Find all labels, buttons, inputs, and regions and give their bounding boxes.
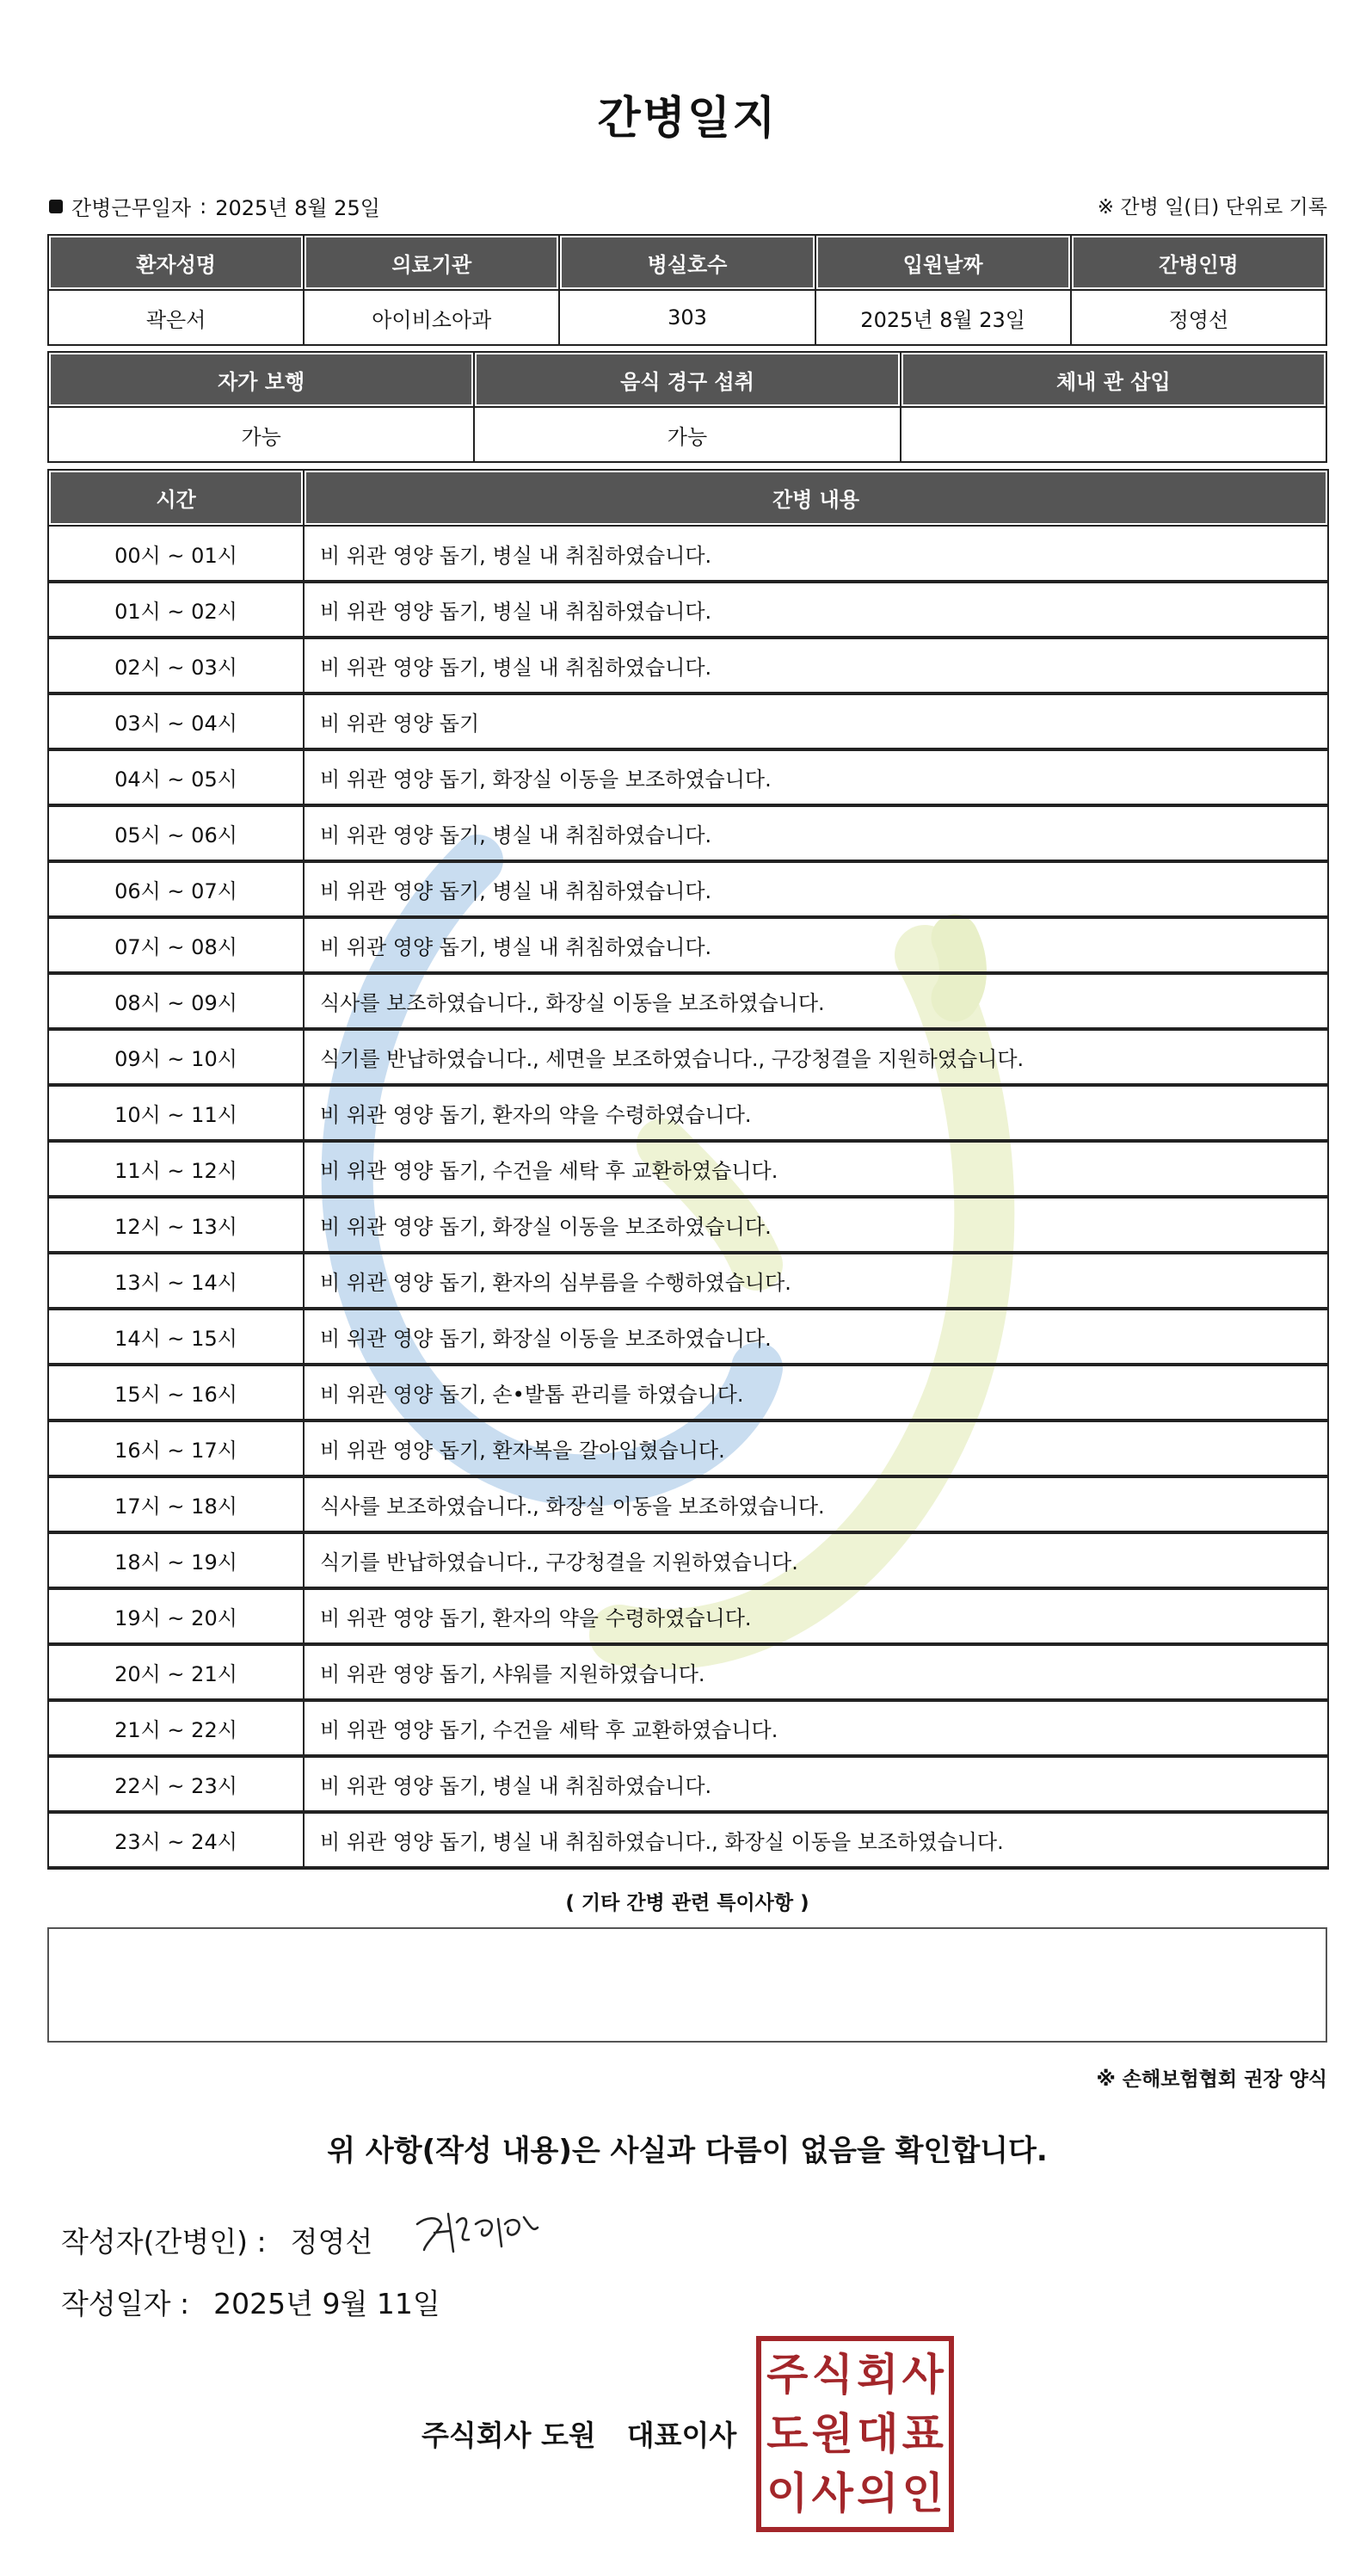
log-time-cell: 23시 ~ 24시: [48, 1812, 304, 1868]
caregiver-name: 정영선: [1071, 290, 1326, 345]
seal-char: 도: [766, 2408, 809, 2459]
special-notes-title: ( 기타 간병 관련 특이사항 ): [565, 1892, 809, 1914]
header-self-walking: 자가 보행: [48, 352, 474, 407]
log-row: [48, 1756, 1328, 1812]
log-content-cell: 비 위관 영양 돕기, 병실 내 취침하였습니다., 화장실 이동을 보조하였습니다.: [304, 1812, 1328, 1868]
log-content-cell: 비 위관 영양 돕기, 병실 내 취침하였습니다.: [304, 805, 1328, 861]
company-name: 주식회사 도원: [421, 2419, 596, 2452]
log-row: [48, 973, 1328, 1029]
log-row: [48, 526, 1328, 582]
seal-char: 주: [766, 2349, 809, 2400]
log-time-cell: 05시 ~ 06시: [48, 805, 304, 861]
log-content-cell: 비 위관 영양 돕기, 병실 내 취침하였습니다.: [304, 1756, 1328, 1812]
log-content-cell: 식사를 보조하였습니다., 화장실 이동을 보조하였습니다.: [304, 1476, 1328, 1532]
work-date-value: 2025년 8월 25일: [215, 196, 380, 220]
seal-char: 원: [811, 2408, 853, 2459]
header-institution: 의료기관: [304, 235, 559, 290]
log-content-cell: 비 위관 영양 돕기, 화장실 이동을 보조하였습니다.: [304, 1197, 1328, 1253]
log-time-cell: 18시 ~ 19시: [48, 1532, 304, 1588]
work-date-separator: :: [200, 194, 207, 219]
log-time-cell: 04시 ~ 05시: [48, 749, 304, 805]
log-time-cell: 09시 ~ 10시: [48, 1029, 304, 1085]
log-row: [48, 1532, 1328, 1588]
writer-name: 정영선: [290, 2225, 373, 2259]
seal-char: 인: [901, 2468, 944, 2519]
log-content-cell: 비 위관 영양 돕기, 환자의 약을 수령하였습니다.: [304, 1085, 1328, 1141]
log-row: [48, 1309, 1328, 1365]
log-time-cell: 20시 ~ 21시: [48, 1644, 304, 1700]
log-time-cell: 11시 ~ 12시: [48, 1141, 304, 1197]
log-row: [48, 582, 1328, 638]
header-patient-name: 환자성명: [48, 235, 304, 290]
company-line: [421, 2413, 736, 2454]
log-time-cell: 06시 ~ 07시: [48, 861, 304, 917]
seal-char: 회: [857, 2349, 899, 2400]
log-time-cell: 12시 ~ 13시: [48, 1197, 304, 1253]
log-time-cell: 21시 ~ 22시: [48, 1700, 304, 1756]
log-row: [48, 1420, 1328, 1476]
log-row: [48, 805, 1328, 861]
seal-char: 식: [811, 2349, 853, 2400]
log-time-cell: 00시 ~ 01시: [48, 526, 304, 582]
seal-char: 사: [901, 2349, 944, 2400]
log-row: [48, 1141, 1328, 1197]
header-care-content: 간병 내용: [304, 470, 1328, 526]
log-content-cell: 비 위관 영양 돕기, 환자복을 갈아입혔습니다.: [304, 1420, 1328, 1476]
log-content-cell: 비 위관 영양 돕기, 병실 내 취침하였습니다.: [304, 638, 1328, 693]
seal-char: 의: [857, 2468, 899, 2519]
log-content-cell: 비 위관 영양 돕기, 샤워를 지원하였습니다.: [304, 1644, 1328, 1700]
log-time-cell: 14시 ~ 15시: [48, 1309, 304, 1365]
log-content-cell: 비 위관 영양 돕기, 수건을 세탁 후 교환하였습니다.: [304, 1700, 1328, 1756]
work-date: [49, 191, 380, 221]
log-row: [48, 1029, 1328, 1085]
log-row: [48, 1197, 1328, 1253]
log-content-cell: 식기를 반납하였습니다., 세면을 보조하였습니다., 구강청결을 지원하였습니다.: [304, 1029, 1328, 1085]
log-body: [48, 526, 1328, 1868]
header-time: 시간: [48, 470, 304, 526]
log-time-cell: 08시 ~ 09시: [48, 973, 304, 1029]
log-content-cell: 비 위관 영양 돕기, 병실 내 취침하였습니다.: [304, 526, 1328, 582]
log-row: [48, 1365, 1328, 1420]
log-row: [48, 638, 1328, 693]
log-content-cell: 비 위관 영양 돕기: [304, 693, 1328, 749]
header-caregiver: 간병인명: [1071, 235, 1326, 290]
log-time-cell: 02시 ~ 03시: [48, 638, 304, 693]
header-oral-intake: 음식 경구 섭취: [474, 352, 900, 407]
log-content-cell: 비 위관 영양 돕기, 화장실 이동을 보조하였습니다.: [304, 1309, 1328, 1365]
header-room: 병실호수: [559, 235, 815, 290]
log-row: [48, 1588, 1328, 1644]
recommended-form-note: ※ 손해보험협회 권장 양식: [1096, 2068, 1327, 2091]
log-time-cell: 13시 ~ 14시: [48, 1253, 304, 1309]
log-row: [48, 1476, 1328, 1532]
seal-char: 표: [901, 2408, 944, 2459]
log-content-cell: 비 위관 영양 돕기, 환자의 심부름을 수행하였습니다.: [304, 1253, 1328, 1309]
record-note: ※ 간병 일(日) 단위로 기록: [1097, 196, 1327, 219]
log-row: [48, 917, 1328, 973]
log-header-row: [48, 470, 1328, 526]
patient-header-row: [48, 235, 1326, 290]
log-row: [48, 1812, 1328, 1868]
log-content-cell: 비 위관 영양 돕기, 병실 내 취침하였습니다.: [304, 582, 1328, 638]
log-content-cell: 식기를 반납하였습니다., 구강청결을 지원하였습니다.: [304, 1532, 1328, 1588]
log-time-cell: 15시 ~ 16시: [48, 1365, 304, 1420]
company-seal-stamp: [756, 2336, 954, 2532]
written-date-value: 2025년 9월 11일: [213, 2287, 440, 2320]
seal-char: 사: [811, 2468, 853, 2519]
log-time-cell: 07시 ~ 08시: [48, 917, 304, 973]
oral-intake: 가능: [474, 407, 900, 462]
log-content-cell: 비 위관 영양 돕기, 수건을 세탁 후 교환하였습니다.: [304, 1141, 1328, 1197]
log-time-cell: 22시 ~ 23시: [48, 1756, 304, 1812]
log-content-cell: 비 위관 영양 돕기, 화장실 이동을 보조하였습니다.: [304, 749, 1328, 805]
special-notes-box[interactable]: [47, 1927, 1327, 2043]
patient-value-row: [48, 290, 1326, 345]
writer-line: [61, 2220, 372, 2260]
company-role: 대표이사: [626, 2419, 737, 2452]
log-row: [48, 1085, 1328, 1141]
institution: 아이비소아과: [304, 290, 559, 345]
seal-char: 대: [857, 2408, 899, 2459]
square-bullet-icon: [49, 200, 63, 213]
log-content-cell: 비 위관 영양 돕기, 병실 내 취침하였습니다.: [304, 917, 1328, 973]
log-time-cell: 16시 ~ 17시: [48, 1420, 304, 1476]
log-content-cell: 비 위관 영양 돕기, 환자의 약을 수령하였습니다.: [304, 1588, 1328, 1644]
log-row: [48, 1644, 1328, 1700]
patient-info-table: [47, 234, 1327, 346]
log-time-cell: 03시 ~ 04시: [48, 693, 304, 749]
log-row: [48, 1253, 1328, 1309]
written-date-label: 작성일자 :: [61, 2287, 190, 2320]
handwritten-signature: [409, 2198, 581, 2267]
log-content-cell: 비 위관 영양 돕기, 병실 내 취침하였습니다.: [304, 861, 1328, 917]
log-row: [48, 1700, 1328, 1756]
written-date-line: [61, 2282, 440, 2322]
log-row: [48, 693, 1328, 749]
self-walking: 가능: [48, 407, 474, 462]
log-time-cell: 10시 ~ 11시: [48, 1085, 304, 1141]
patient-ability-table: [47, 351, 1327, 463]
room-number: 303: [559, 290, 815, 345]
care-log-table: [47, 469, 1329, 1870]
header-admission-date: 입원날짜: [815, 235, 1071, 290]
admission-date: 2025년 8월 23일: [815, 290, 1071, 345]
log-content-cell: 비 위관 영양 돕기, 손•발톱 관리를 하였습니다.: [304, 1365, 1328, 1420]
header-tube-insertion: 체내 관 삽입: [901, 352, 1326, 407]
meta-row: [47, 191, 1327, 225]
ability-header-row: [48, 352, 1326, 407]
writer-label: 작성자(간병인) :: [61, 2225, 267, 2259]
log-row: [48, 749, 1328, 805]
seal-characters: [765, 2345, 945, 2524]
log-content-cell: 식사를 보조하였습니다., 화장실 이동을 보조하였습니다.: [304, 973, 1328, 1029]
log-time-cell: 17시 ~ 18시: [48, 1476, 304, 1532]
log-row: [48, 861, 1328, 917]
ability-value-row: [48, 407, 1326, 462]
patient-name: 곽은서: [48, 290, 304, 345]
log-time-cell: 01시 ~ 02시: [48, 582, 304, 638]
work-date-label: 간병근무일자: [71, 196, 192, 220]
log-time-cell: 19시 ~ 20시: [48, 1588, 304, 1644]
seal-char: 이: [766, 2468, 809, 2519]
confirmation-statement: 위 사항(작성 내용)은 사실과 다름이 없음을 확인합니다.: [327, 2134, 1048, 2168]
page-title: 간병일지: [597, 93, 778, 145]
tube-insertion: [901, 407, 1326, 462]
